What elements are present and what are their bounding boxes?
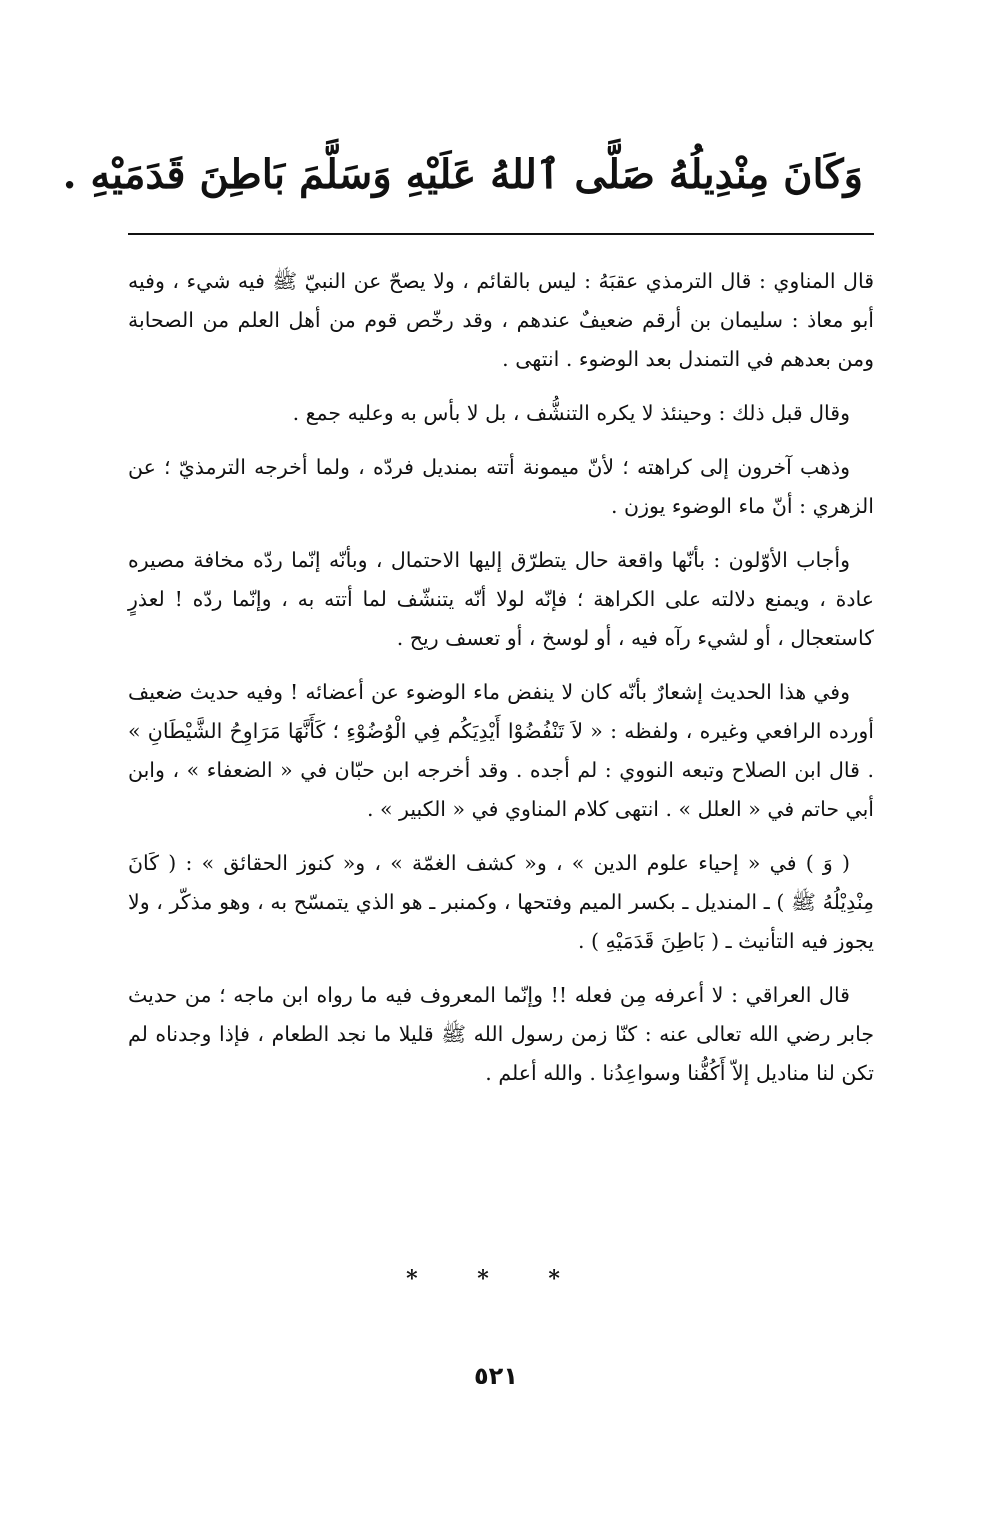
commentary-paragraph-5: وفي هذا الحديث إشعارٌ بأنّه كان لا ينفض ماء الوضوء عن أعضائه ! وفيه حديث ضعيف أورده الرافعي وغيره ، ولفظه : « لاَ تَنْفُضُوْا أَيْدِيَكُم فِي الْوُضُوْءِ ؛ كَأَنَّهَا مَرَاوِحُ الشَّيْطَانِ » . قال ابن الصلاح وتبعه النووي : لم أجده . وقد أخرجه ابن حبّان في « الضعفاء » ، وابن أبي حاتم في « العلل » . انتهى كلام المناوي في « الكبير » .	[128, 680, 874, 821]
page-number: ٥٢١	[474, 1362, 518, 1390]
commentary-paragraph-3: وذهب آخرون إلى كراهته ؛ لأنّ ميمونة أتته بمنديل فردّه ، ولما أخرجه الترمذيّ ؛ عن الزهري : أنّ ماء الوضوء يوزن .	[128, 455, 874, 518]
section-separator-stars: * * *	[406, 1266, 586, 1292]
commentary-paragraph-1: قال المناوي : قال الترمذي عقبَهُ : ليس بالقائم ، ولا يصحّ عن النبيّ ﷺ فيه شيء ، وفيه أبو معاذ : سليمان بن أرقم ضعيفٌ عندهم ، وقد رخّص قوم من أهل العلم من الصحابة ومن بعدهم في التمندل بعد الوضوء . انتهى .	[128, 269, 874, 371]
commentary-paragraph-4: وأجاب الأوّلون : بأنّها واقعة حال يتطرّق إليها الاحتمال ، وبأنّه إنّما ردّه مخافة مصيره عادة ، ويمنع دلالته على الكراهة ؛ فإنّه لولا أنّه يتنشّف لما أتته به ، وإنّما ردّه ! لعذرٍ كاستعجال ، أو لشيء رآه فيه ، أو لوسخ ، أو تعسف ريح .	[128, 548, 874, 650]
commentary-paragraph-6: ( وَ ) في « إحياء علوم الدين » ، و« كشف الغمّة » ، و« كنوز الحقائق » : ( كَانَ مِنْدِيْلُهُ ﷺ ) ـ المنديل ـ بكسر الميم وفتحها ، وكمنبر ـ هو الذي يتمسّح به ، وهو مذكّر ، ولا يجوز فيه التأنيث ـ ( بَاطِنَ قَدَمَيْهِ ) .	[128, 851, 874, 953]
commentary-paragraph-7: قال العراقي : لا أعرفه مِن فعله !! وإنّما المعروف فيه ما رواه ابن ماجه ؛ من حديث جابر رضي الله تعالى عنه : كنّا زمن رسول الله ﷺ قليلا ما نجد الطعام ، فإذا وجدناه لم تكن لنا مناديل إلاّ أَكُفُّنا وسواعِدُنا . والله أعلم .	[128, 983, 874, 1085]
commentary-paragraph-2: وقال قبل ذلك : وحينئذ لا يكره التنشُّف ، بل لا بأس به وعليه جمع .	[292, 401, 850, 425]
separator-rule	[128, 233, 874, 235]
hadith-main-text: وَكَانَ مِنْدِيلُهُ صَلَّى ٱللهُ عَلَيْهِ وَسَلَّمَ بَاطِنَ قَدَمَيْهِ .	[62, 151, 863, 198]
commentary-body	[128, 262, 874, 1093]
